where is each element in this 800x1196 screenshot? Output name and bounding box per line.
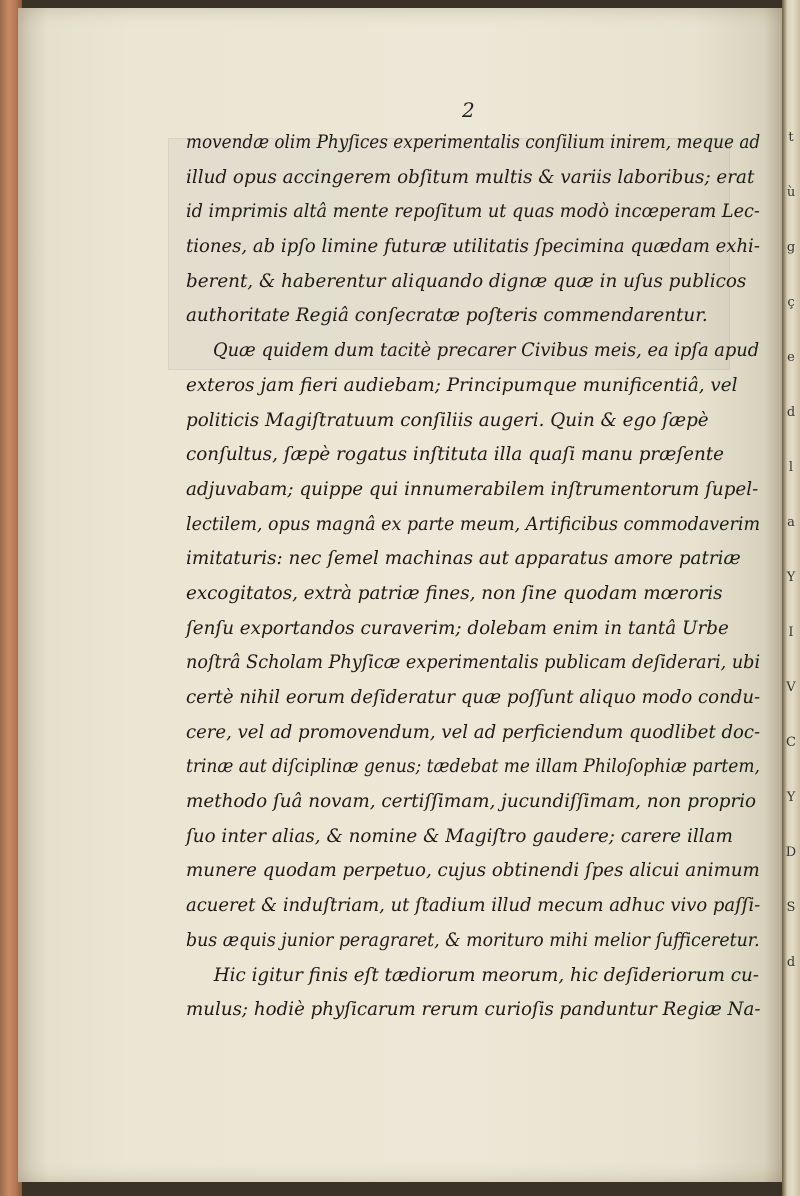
margin-fragment: I [788, 625, 794, 640]
text-line: Hic igitur finis eſt tædiorum meorum, hic deſideriorum cu- [213, 964, 759, 986]
text-line: authoritate Regiâ conſecratæ poſteris commendarentur. [186, 305, 708, 327]
margin-fragment: Y [786, 570, 796, 585]
text-line: berent, & haberentur aliquando dignæ quæ in uſus publicos [186, 270, 747, 292]
margin-fragment: g [786, 240, 796, 255]
margin-fragment: d [786, 405, 796, 420]
margin-fragment: e [787, 350, 795, 365]
text-line: tiones, ab ipſo limine futuræ utilitatis ſpecimina quædam exhi- [186, 236, 760, 258]
margin-fragment: a [787, 515, 795, 530]
margin-fragment: S [786, 900, 796, 915]
next-page-edge [782, 0, 800, 1196]
margin-fragment: t [788, 130, 794, 145]
text-line: conſultus, ſæpè rogatus inſtituta illa quaſi manu præſente [186, 444, 725, 466]
margin-fragment: ç [787, 295, 795, 310]
text-line: adjuvabam; quippe qui innumerabilem inſtrumentorum ſupel- [186, 478, 759, 500]
margin-fragment: V [786, 680, 796, 695]
text-line: movendæ olim Phyſices experimentalis conſilium inirem, meque ad [186, 132, 761, 153]
text-line: mulus; hodiè phyſicarum rerum curioſis panduntur Regiæ Na- [186, 999, 761, 1021]
text-line: illud opus accingerem obſitum multis & variis laboribus; erat [186, 166, 755, 188]
text-line: certè nihil eorum deſideratur quæ poſſunt aliquo modo condu- [186, 687, 761, 708]
margin-fragment: l [788, 460, 794, 475]
margin-fragment: ù [786, 185, 796, 200]
page-number: 2 [462, 98, 475, 122]
body-text [186, 126, 766, 1028]
margin-fragment: Y [786, 790, 796, 805]
text-line: Quæ quidem dum tacitè precarer Civibus meis, ea ipſa apud [212, 340, 760, 362]
text-line: munere quodam perpetuo, cujus obtinendi ſpes alicui animum [186, 860, 760, 882]
text-line: ſenſu exportandos curaverim; dolebam enim in tantâ Urbe [186, 617, 729, 639]
text-line: noſtrâ Scholam Phyſicæ experimentalis publicam deſiderari, ubi [186, 652, 761, 674]
text-line: excogitatos, extrà patriæ fines, non ſine quodam mœroris [186, 582, 723, 604]
text-line: cere, vel ad promovendum, vel ad perficiendum quodlibet doc- [186, 721, 761, 743]
text-line: trinæ aut diſciplinæ genus; tædebat me illam Philoſophiæ partem, [186, 756, 760, 778]
margin-fragment: C [786, 735, 796, 750]
text-line: ſuo inter alias, & nomine & Magiſtro gaudere; carere illam [186, 825, 733, 847]
text-line: id imprimis altâ mente repoſitum ut quas modò incœperam Lec- [186, 201, 760, 223]
margin-fragment: D [785, 845, 797, 860]
text-line: acueret & induſtriam, ut ſtadium illud mecum adhuc vivo paſſi- [186, 895, 761, 917]
text-line: methodo ſuâ novam, certiſſimam, jucundiſſimam, non proprio [186, 791, 757, 813]
text-line: imitaturis: nec ſemel machinas aut apparatus amore patriæ [186, 548, 741, 570]
text-line: politicis Magiſtratuum conſiliis augeri. Quin & ego ſæpè [186, 409, 709, 431]
text-line: bus æquis junior peragraret, & morituro mihi melior ſufficeretur. [186, 929, 760, 951]
margin-fragment: d [786, 955, 796, 970]
text-line: exteros jam fieri audiebam; Principumque munificentiâ, vel [186, 374, 738, 396]
text-line: lectilem, opus magnâ ex parte meum, Artificibus commodaverim [186, 513, 761, 535]
